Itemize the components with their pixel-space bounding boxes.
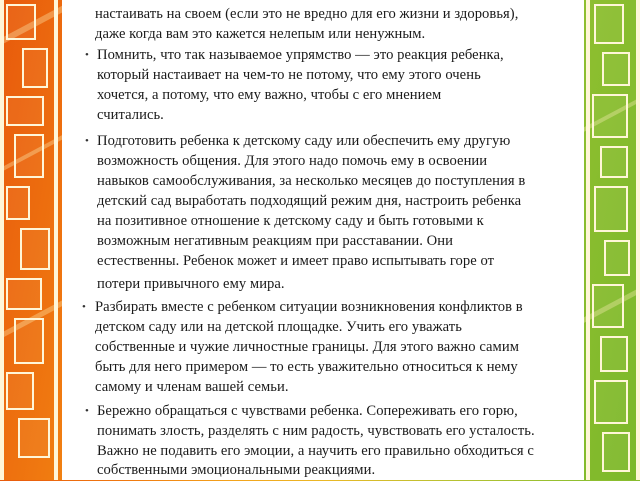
bullet-marker: •	[85, 135, 89, 147]
list-item-line: собственные и чужие личностные границы. Для этого важно самим	[95, 339, 519, 355]
list-item-line: Помнить, что так называемое упрямство — это реакция ребенка,	[97, 47, 504, 63]
list-item-line: детский сад выработать подходящий режим дня, настроить ребенка	[97, 193, 522, 209]
list-item-line: детском саду или на детской площадке. Учить его уважать	[95, 319, 462, 335]
list-item-line: понимать злость, разделять с ним радость, чувствовать его усталость.	[97, 423, 535, 439]
list-item-line: Разбирать вместе с ребенком ситуации возникновения конфликтов в	[95, 299, 523, 315]
list-item-line: Подготовить ребенка к детскому саду или обеспечить ему другую	[97, 133, 511, 149]
list-item-line: самому и членам вашей семьи.	[95, 379, 289, 395]
list-item-line: считались.	[97, 107, 164, 123]
list-item-line: Бережно обращаться с чувствами ребенка. Сопереживать его горю,	[97, 403, 518, 419]
list-item-line: навыков самообслуживания, за несколько месяцев до поступления в	[97, 173, 526, 189]
bullet-marker: •	[82, 301, 86, 313]
list-item-line: на позитивное отношение к детскому саду и быть готовыми к	[97, 213, 484, 229]
bullet-marker: •	[85, 49, 89, 61]
list-item-line: возможность общения. Для этого надо помочь ему в освоении	[97, 153, 488, 169]
list-item-line: возможным негативным реакциям при расставании. Они	[97, 233, 453, 249]
list-item-line: собственными эмоциональными реакциями.	[97, 462, 376, 478]
paragraph-line: настаивать на своем (если это не вредно для его жизни и здоровья),	[95, 6, 519, 22]
bullet-marker: •	[85, 405, 89, 417]
list-item-line: хочется, а потому, что ему важно, чтобы с его мнением	[97, 87, 442, 103]
list-item-line: который настаивает на чем-то не потому, что ему этого очень	[97, 67, 481, 83]
paragraph-line: даже когда вам это кажется нелепым или ненужным.	[95, 26, 426, 42]
list-item-line: естественны. Ребенок может и имеет право испытывать горе от	[97, 253, 495, 269]
list-item-line: потери привычного ему мира.	[97, 276, 285, 292]
list-item-line: быть для него примером — то есть уважительно относиться к нему	[95, 359, 518, 375]
list-item-line: Важно не подавить его эмоции, а научить его правильно обходиться с	[97, 443, 534, 459]
